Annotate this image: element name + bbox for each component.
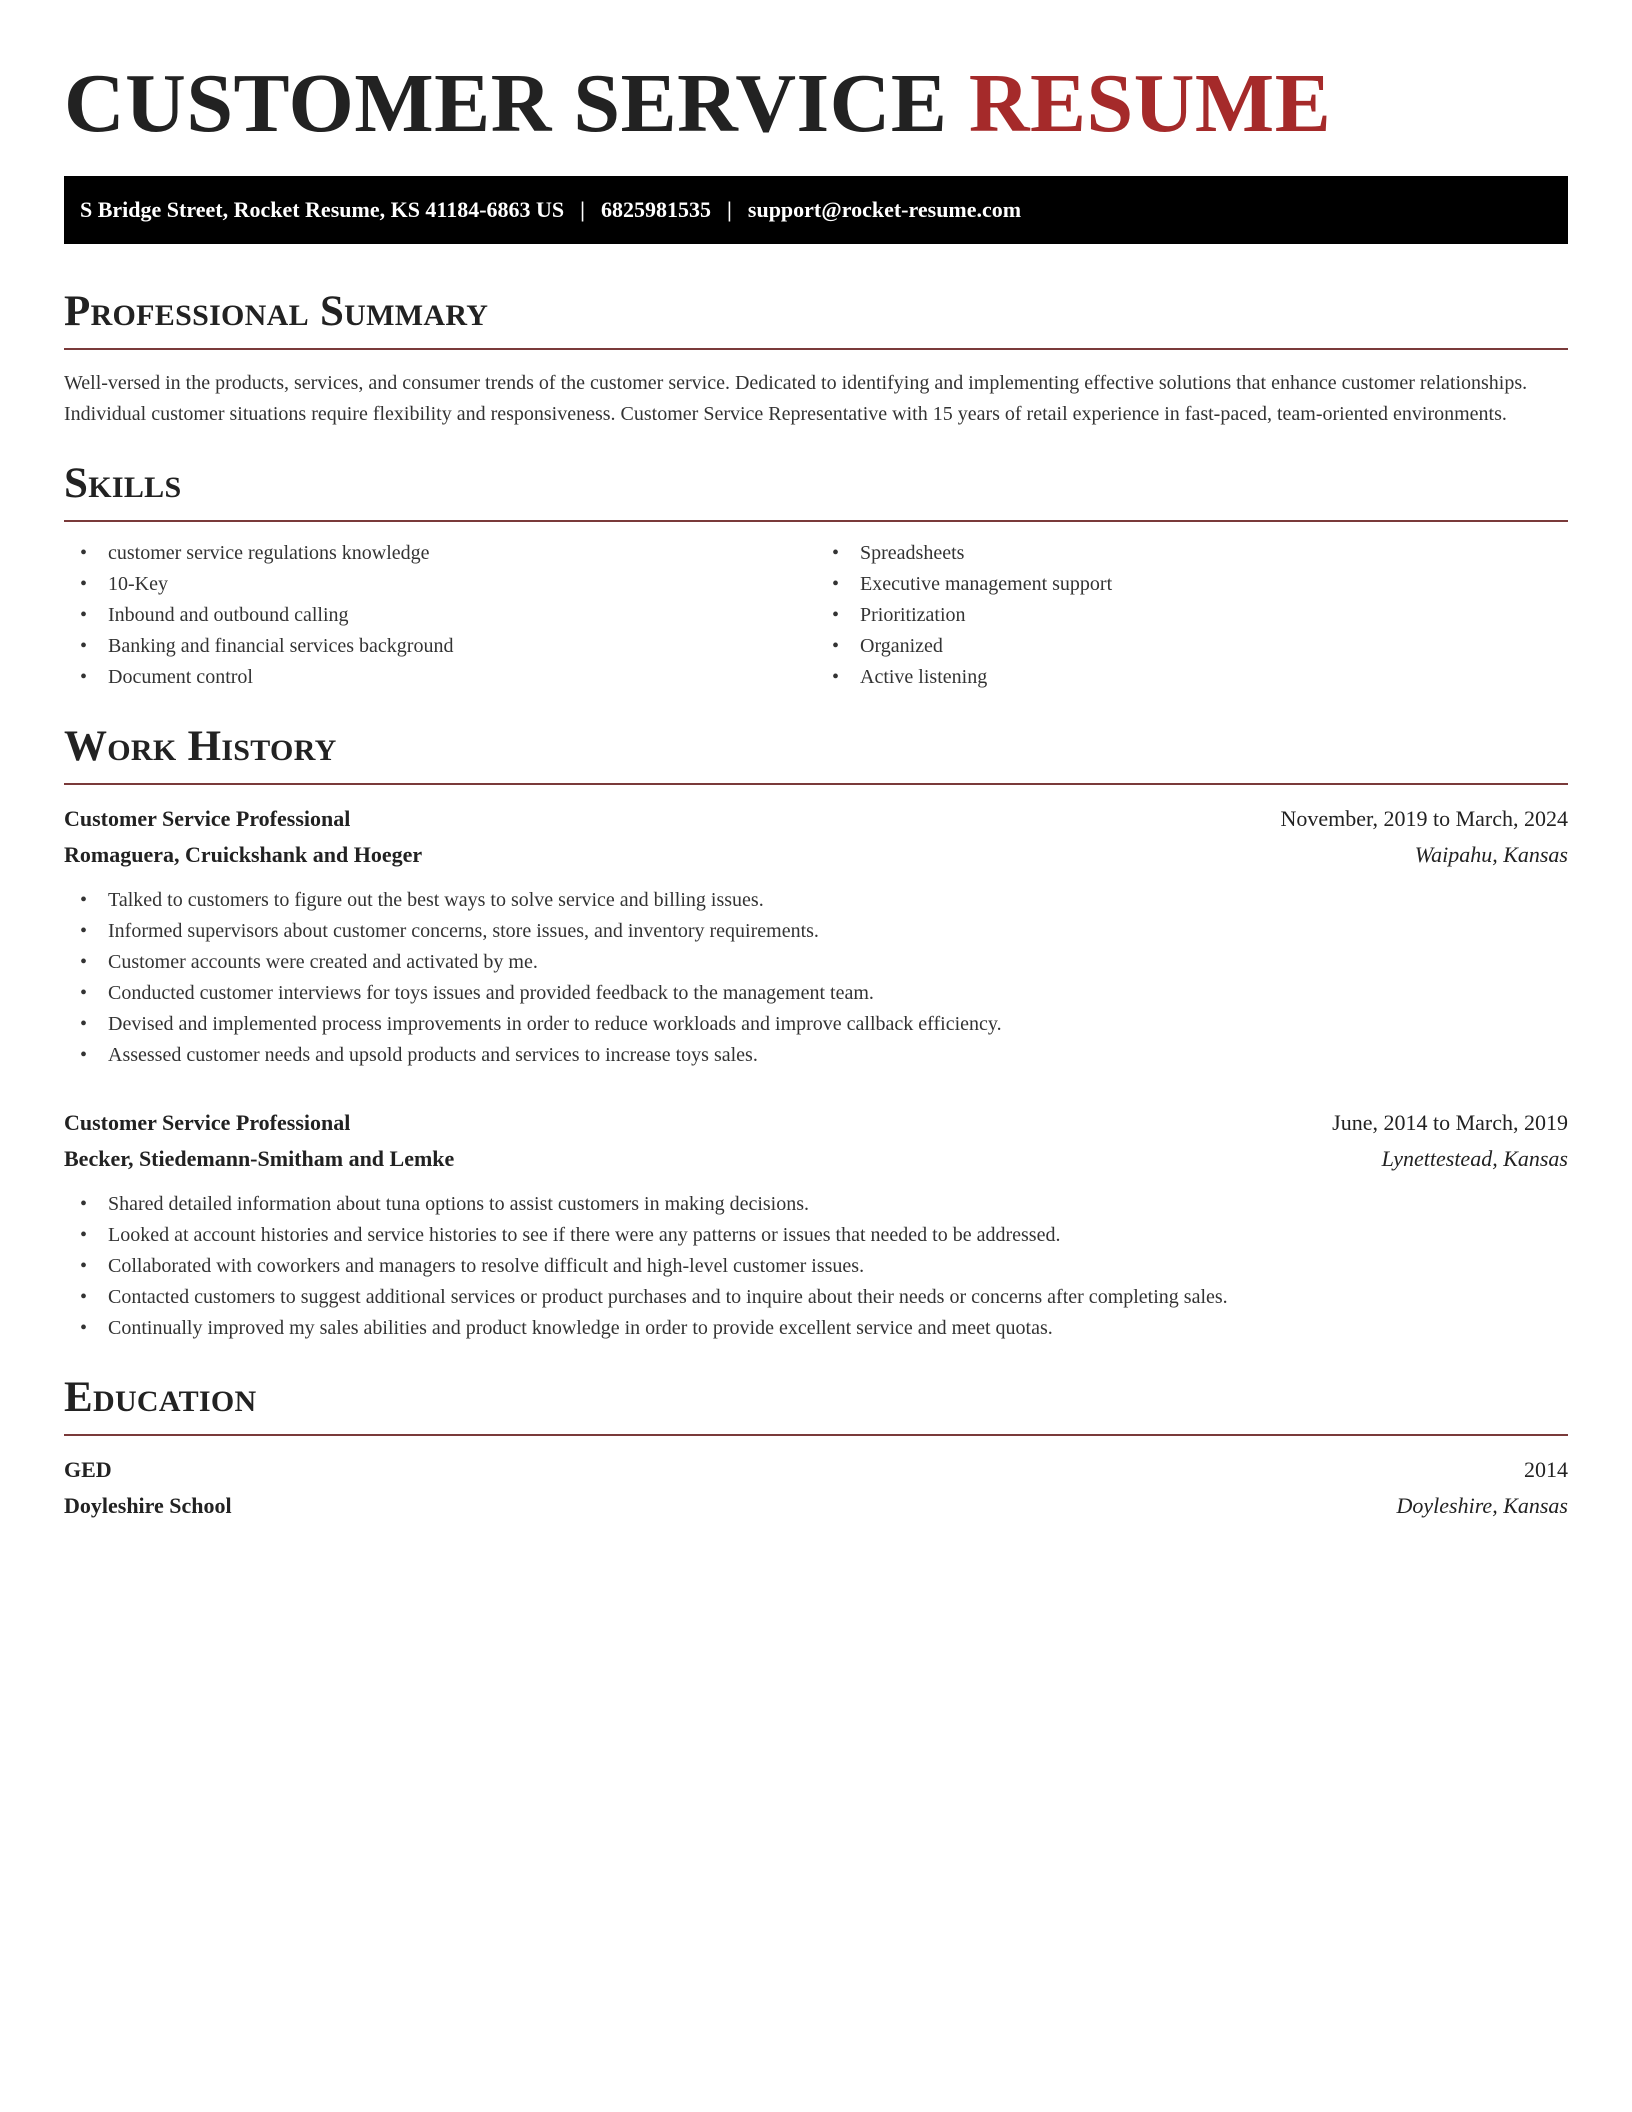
skill-label: Inbound and outbound calling [108,604,349,626]
job-duty-text: Informed supervisors about customer concerns, store issues, and inventory requirements. [108,920,819,942]
skill-item [816,538,1568,569]
section-divider [64,783,1568,785]
job-duty-text: Collaborated with coworkers and managers to resolve difficult and high-level customer issues. [108,1255,865,1277]
skill-item [816,631,1568,662]
job-duty-text: Continually improved my sales abilities and product knowledge in order to provide excellent service and meet quotas. [108,1317,1053,1339]
bullet-icon: • [80,951,88,973]
contact-bar [64,176,1568,244]
title-accent: RESUME [968,57,1332,150]
job-duty-text: Customer accounts were created and activated by me. [108,951,538,973]
bullet-icon: • [80,666,88,688]
education-degree: GED [64,1457,112,1482]
contact-separator: | [727,197,732,222]
bullet-icon: • [832,573,840,595]
job-company-row [64,837,1568,873]
skill-label: customer service regulations knowledge [108,542,430,564]
job-duty-item [64,1313,1568,1344]
work-history-heading: Work History [64,723,337,770]
bullet-icon: • [80,1044,88,1066]
skills-list-left [64,538,816,693]
skills-section [64,460,1568,693]
contact-separator: | [580,197,586,222]
education-school-row [64,1488,1568,1524]
work-history-section [64,723,1568,1344]
skill-item [64,569,816,600]
skill-item [816,569,1568,600]
education-year: 2014 [1524,1457,1568,1482]
job-title: Customer Service Professional [64,1110,351,1135]
bullet-icon: • [80,889,88,911]
education-heading: Education [64,1374,257,1421]
skill-label: Organized [860,635,943,657]
job-duty-item [64,1251,1568,1282]
bullet-icon: • [80,1255,88,1277]
education-school: Doyleshire School [64,1493,232,1518]
job-duty-text: Talked to customers to figure out the best ways to solve service and billing issues. [108,889,764,911]
job-location: Lynettestead, Kansas [1381,1146,1568,1171]
job-duty-item [64,1189,1568,1220]
skill-item [64,538,816,569]
contact-email[interactable]: support@rocket-resume.com [747,197,1022,222]
bullet-icon: • [80,1286,88,1308]
skill-item [816,662,1568,693]
job-duty-item [64,1220,1568,1251]
job-dates: June, 2014 to March, 2019 [1332,1110,1568,1135]
bullet-icon: • [832,542,840,564]
bullet-icon: • [80,1193,88,1215]
title-main: CUSTOMER SERVICE [64,57,969,150]
summary-heading: Professional Summary [64,288,489,335]
skill-label: Executive management support [860,573,1113,595]
section-divider [64,520,1568,522]
job-company: Romaguera, Cruickshank and Hoeger [64,842,423,867]
skill-label: Banking and financial services background [108,635,454,657]
bullet-icon: • [80,635,88,657]
bullet-icon: • [80,573,88,595]
section-divider [64,348,1568,350]
job-duty-item [64,916,1568,947]
job-title-row [64,801,1568,837]
skill-item [64,662,816,693]
bullet-icon: • [80,1013,88,1035]
bullet-icon: • [832,666,840,688]
bullet-icon: • [80,604,88,626]
job-duty-text: Assessed customer needs and upsold products and services to increase toys sales. [108,1044,758,1066]
education-degree-row [64,1452,1568,1488]
job-company-row [64,1141,1568,1177]
job-duty-item [64,885,1568,916]
job-title: Customer Service Professional [64,806,351,831]
skill-label: Spreadsheets [860,542,965,564]
job-duty-item [64,978,1568,1009]
job-duties-list [64,885,1568,1071]
skill-label: Active listening [860,666,988,688]
bullet-icon: • [80,920,88,942]
education-location: Doyleshire, Kansas [1396,1493,1568,1518]
resume-title [64,56,1568,152]
skill-item [816,600,1568,631]
job-duty-text: Devised and implemented process improvements in order to reduce workloads and improve callback efficiency. [108,1013,1002,1035]
job-duty-text: Contacted customers to suggest additional services or product purchases and to inquire about their needs or concerns after completing sales. [108,1286,1228,1308]
job-duty-text: Conducted customer interviews for toys issues and provided feedback to the management team. [108,982,874,1004]
contact-phone[interactable]: 6825981535 [601,197,712,222]
bullet-icon: • [80,982,88,1004]
bullet-icon: • [80,542,88,564]
job-duty-item [64,1282,1568,1313]
section-divider [64,1434,1568,1436]
job-duty-item [64,947,1568,978]
summary-text: Well-versed in the products, services, and consumer trends of the customer service. Dedicated to identifying and implementing effective solutions that enhance customer relationships. Individual customer situations require flexibility and responsiveness. Customer Service Representative with 15 years of retail experience in fast-paced, team-oriented environments. [64,372,1528,425]
education-entry [64,1452,1568,1524]
bullet-icon: • [832,635,840,657]
job-entry [64,801,1568,1071]
bullet-icon: • [80,1224,88,1246]
education-section [64,1374,1568,1524]
skill-label: Document control [108,666,253,688]
job-duty-text: Shared detailed information about tuna options to assist customers in making decisions. [108,1193,809,1215]
job-company: Becker, Stiedemann-Smitham and Lemke [64,1146,455,1171]
job-dates: November, 2019 to March, 2024 [1280,806,1568,831]
job-location: Waipahu, Kansas [1414,842,1568,867]
job-title-row [64,1105,1568,1141]
skills-list-right [816,538,1568,693]
bullet-icon: • [832,604,840,626]
job-duties-list [64,1189,1568,1344]
skill-item [64,631,816,662]
skills-columns [64,538,1568,693]
skill-item [64,600,816,631]
summary-section [64,288,1568,430]
contact-address: S Bridge Street, Rocket Resume, KS 41184-6863 US [80,197,565,222]
skill-label: 10-Key [108,573,168,595]
job-duty-text: Looked at account histories and service histories to see if there were any patterns or issues that needed to be addressed. [108,1224,1061,1246]
bullet-icon: • [80,1317,88,1339]
job-entry [64,1105,1568,1344]
skills-heading: Skills [64,460,182,507]
job-duty-item [64,1040,1568,1071]
skill-label: Prioritization [860,604,966,626]
job-duty-item [64,1009,1568,1040]
